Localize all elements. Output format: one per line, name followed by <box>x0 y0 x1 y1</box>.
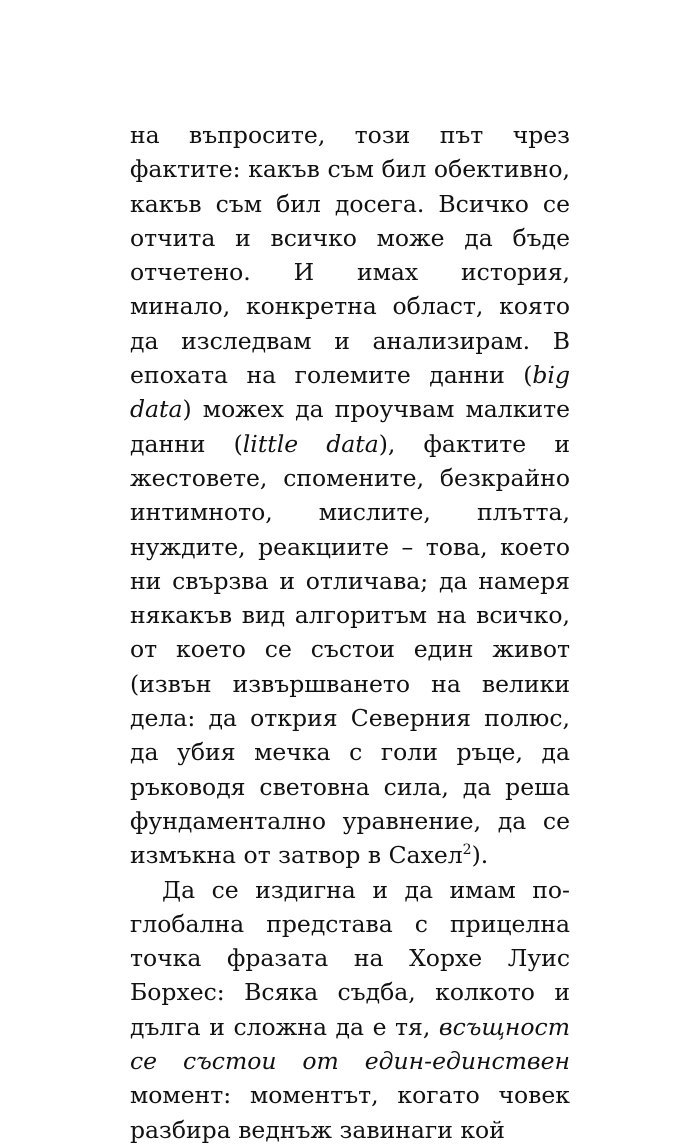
paragraph-2-italic-quote: всъщност се състои от един-единствен <box>130 1012 570 1076</box>
paragraph-1-text-4: ). <box>471 841 489 870</box>
paragraph-2-text-1: Да се издигна и да имам по-глобална представа с прицелна точка фразата на Хорхе Луис Борхес: Всяка съдба, колкото и дълга и сложна да е тя, <box>130 875 570 1041</box>
paragraph-1 <box>130 118 570 873</box>
paragraph-1-text-2: ) можех да проучвам малките данни ( <box>130 395 570 458</box>
paragraph-2-text-2: момент: моментът, когато човек разбира веднъж завинаги кой <box>130 1081 570 1144</box>
footnote-marker: 2 <box>462 842 472 859</box>
paragraph-1-italic-little-data: little data <box>242 429 379 458</box>
paragraph-1-italic-big-data: big data <box>130 361 570 424</box>
paragraph-1-text-1: на въпросите, този път чрез фактите: какъв съм бил обективно, какъв съм бил досега. Всичко се отчита и всичко може да бъде отчетено. И имах история, минало, конкретна област, която да изследвам и анализирам. В епохата на големите данни ( <box>130 121 570 390</box>
page-text-block <box>130 118 570 1147</box>
paragraph-2 <box>130 873 570 1147</box>
paragraph-1-text-3: ), фактите и жестовете, спомените, безкрайно интимното, мислите, плътта, нуждите, реакциите – това, което ни свързва и отличава; да намеря някакъв вид алгоритъм на всичко, от което се състои един живот (извън извършването на велики дела: да открия Северния полюс, да убия мечка с голи ръце, да ръководя световна сила, да реша фундаментално уравнение, да се измъкна от затвор в Сахел <box>130 429 570 870</box>
